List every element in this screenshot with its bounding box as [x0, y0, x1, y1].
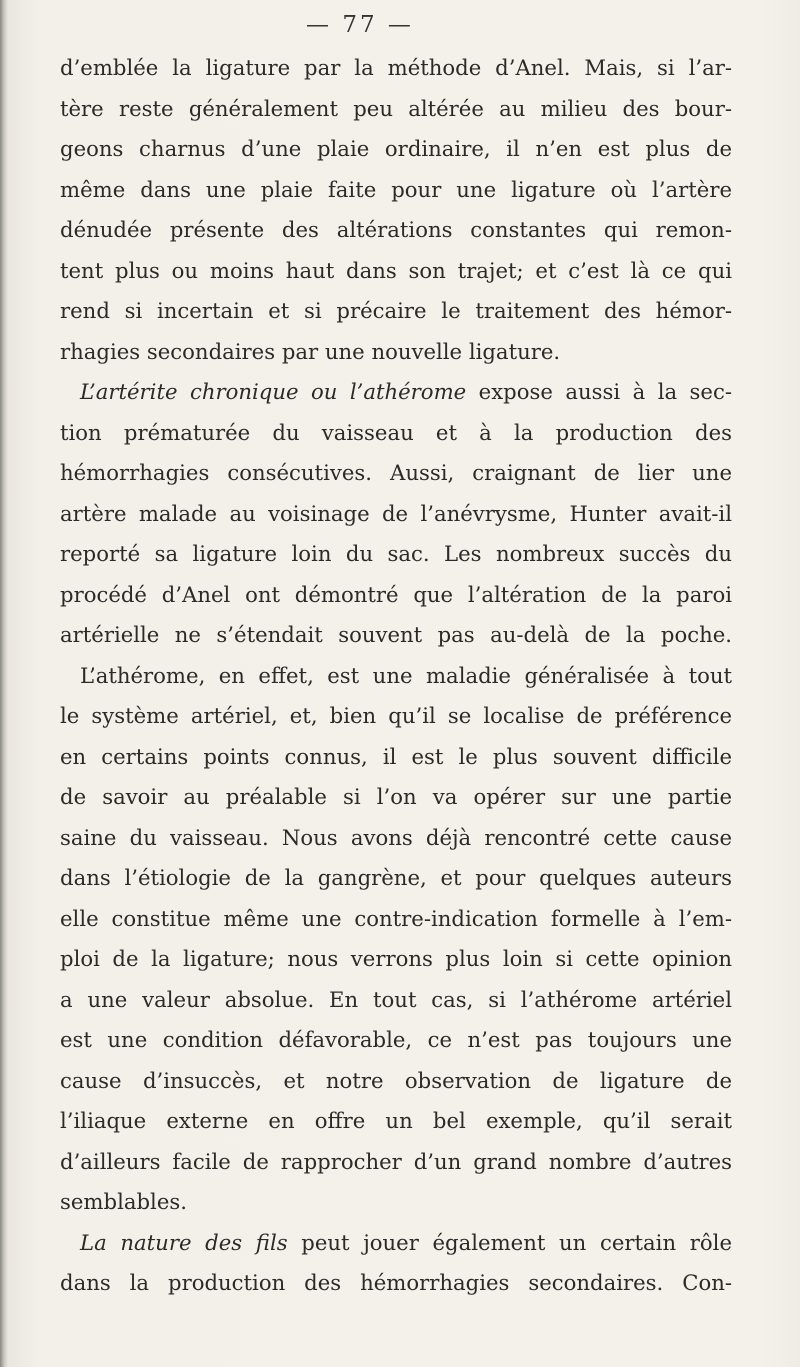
- text-line: La nature des fils peut jouer également un certain rôle: [80, 1229, 732, 1255]
- text-line: ploi de la ligature; nous verrons plus loin si cette opinion: [60, 946, 732, 971]
- text-line: de savoir au préalable si l’on va opérer sur une partie: [60, 784, 732, 809]
- text-line: est une condition défavorable, ce n’est pas toujours une: [60, 1027, 732, 1052]
- text-line: d’ailleurs facile de rapprocher d’un grand nombre d’autres: [60, 1148, 732, 1174]
- text-line: L’athérome, en effet, est une maladie généralisée à tout: [80, 662, 732, 688]
- text-line: rhagies secondaires par une nouvelle ligature.: [60, 338, 561, 364]
- text-line: geons charnus d’une plaie ordinaire, il n’en est plus de: [60, 136, 732, 161]
- text-line: tère reste généralement peu altérée au milieu des bour-: [60, 95, 732, 121]
- text-line: même dans une plaie faite pour une ligature où l’artère: [60, 176, 732, 202]
- text-line: d’emblée la ligature par la méthode d’Anel. Mais, si l’ar-: [60, 55, 732, 80]
- text-line: en certains points connus, il est le plus souvent difficile: [60, 743, 732, 769]
- italic-term: La nature des fils: [80, 1229, 288, 1255]
- text-line: l’iliaque externe en offre un bel exemple, qu’il serait: [60, 1108, 732, 1133]
- text-line: hémorrhagies consécutives. Aussi, craignant de lier une: [60, 460, 732, 485]
- text-line: procédé d’Anel ont démontré que l’altération de la paroi: [60, 581, 732, 607]
- text-line: tion prématurée du vaisseau et à la production des: [60, 419, 732, 445]
- text-line: dénudée présente des altérations constantes qui remon-: [60, 217, 732, 242]
- text-line: artérielle ne s’étendait souvent pas au-delà de la poche.: [60, 622, 732, 647]
- text-line: saine du vaisseau. Nous avons déjà rencontré cette cause: [60, 824, 732, 850]
- text-line: dans la production des hémorrhagies secondaires. Con-: [60, 1270, 732, 1295]
- text-line: a une valeur absolue. En tout cas, si l’athérome artériel: [60, 986, 732, 1012]
- italic-term: L’artérite chronique ou l’athérome: [80, 379, 467, 404]
- text-line: rend si incertain et si précaire le traitement des hémor-: [60, 298, 732, 323]
- text-line: elle constitue même une contre-indication formelle à l’em-: [60, 905, 732, 931]
- text-line: artère malade au voisinage de l’anévrysme, Hunter avait-il: [60, 500, 732, 526]
- text-line: semblables.: [60, 1189, 187, 1214]
- text-line: le système artériel, et, bien qu’il se localise de préférence: [60, 703, 732, 728]
- page-number: — 77 —: [306, 12, 414, 38]
- text-line: reporté sa ligature loin du sac. Les nombreux succès du: [60, 541, 732, 566]
- text-line: tent plus ou moins haut dans son trajet; et c’est là ce qui: [60, 257, 732, 283]
- text-line: L’artérite chronique ou l’athérome expose aussi à la sec-: [80, 379, 732, 404]
- body-text: [60, 48, 732, 1304]
- text-line: cause d’insuccès, et notre observation de ligature de: [60, 1067, 732, 1093]
- binding-shadow: [0, 0, 8, 1367]
- text-line: dans l’étiologie de la gangrène, et pour quelques auteurs: [60, 865, 732, 890]
